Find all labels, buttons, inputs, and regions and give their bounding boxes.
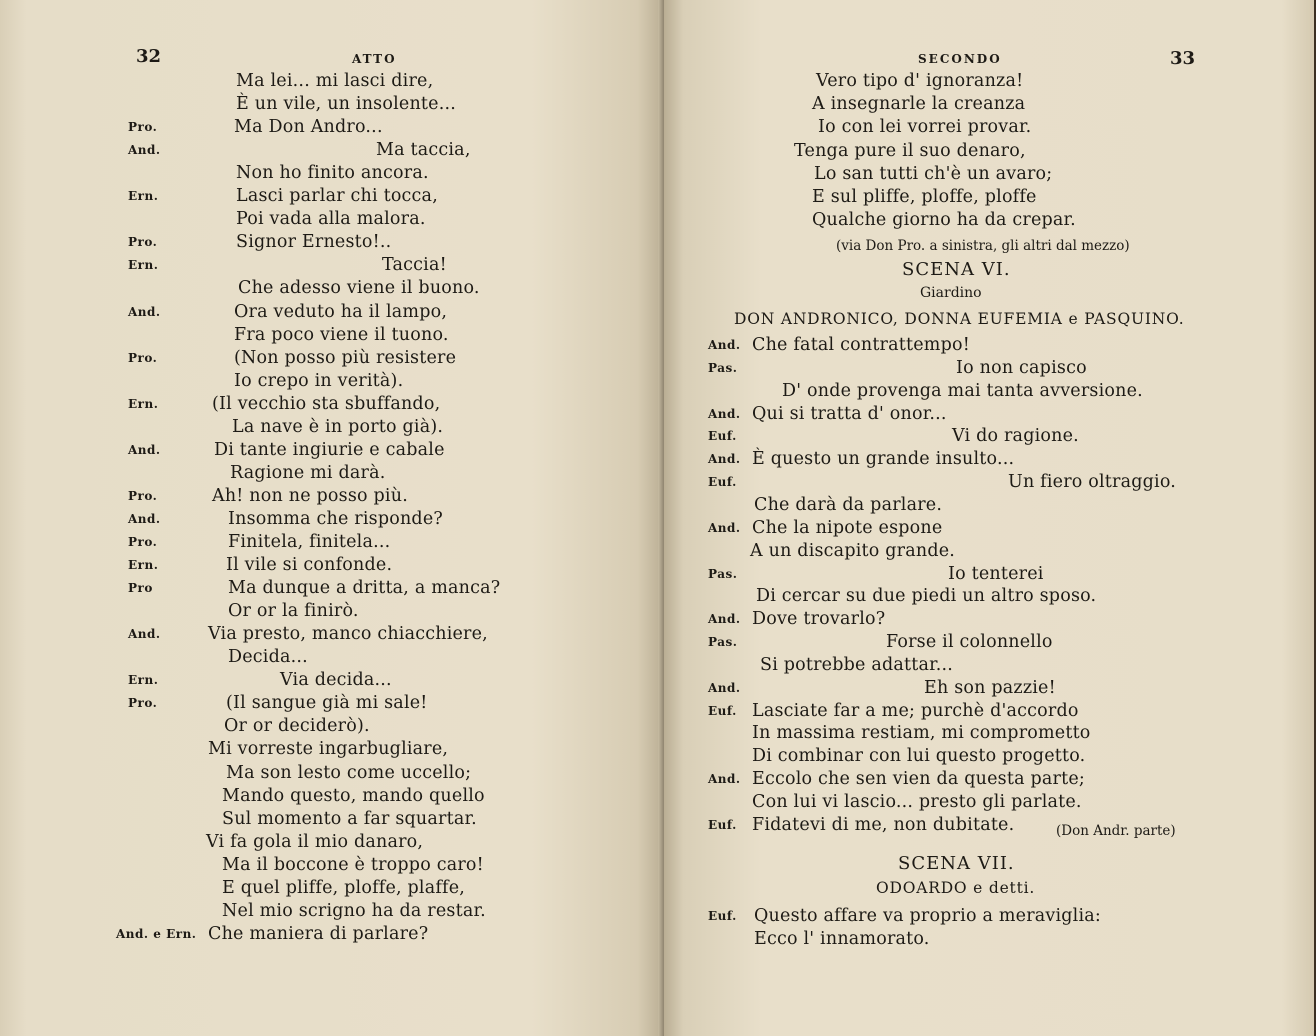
scene-location: Giardino [920, 285, 982, 301]
speaker-label: And. [708, 680, 741, 695]
speaker-label: Euf. [708, 475, 737, 490]
speaker-label: Euf. [708, 429, 737, 444]
scene-characters: DON ANDRONICO, DONNA EUFEMIA e PASQUINO. [734, 310, 1185, 328]
right-page [664, 0, 1314, 1036]
dialogue-line: Eccolo che sen vien da questa parte; [752, 769, 1085, 790]
scene-characters-7: ODOARDO e detti. [876, 879, 1036, 897]
speaker-label: And. [128, 304, 161, 319]
speaker-label: Ern. [128, 396, 159, 411]
dialogue-line: In massima restiam, mi comprometto [752, 723, 1091, 744]
dialogue-line: Che darà da parlare. [754, 494, 943, 515]
verse-line: Io con lei vorrei provar. [818, 117, 1032, 138]
speaker-label: And. [708, 772, 741, 787]
verse-line: Or or la finirò. [228, 601, 359, 622]
verse-line: Ma il boccone è troppo caro! [222, 854, 484, 875]
verse-line: Tenga pure il suo denaro, [794, 140, 1026, 161]
speaker-label: And. [708, 406, 741, 421]
dialogue-line: Eh son pazzie! [924, 677, 1056, 698]
dialogue-line: Questo affare va proprio a meraviglia: [754, 906, 1101, 926]
dialogue-line: È questo un grande insulto... [752, 449, 1015, 470]
speaker-label: And. [128, 627, 161, 642]
verse-line: Insomma che risponde? [228, 508, 443, 529]
speaker-label: And. [708, 452, 741, 467]
speaker-label: Ern. [128, 673, 159, 688]
speaker-label: And. [128, 442, 161, 457]
verse-line: Fra poco viene il tuono. [234, 324, 449, 345]
verse-line: Ma son lesto come uccello; [226, 762, 472, 783]
verse-line: Sul momento a far squartar. [222, 808, 477, 829]
verse-line: Che maniera di parlare? [208, 923, 429, 944]
speaker-label: Euf. [708, 817, 737, 832]
speaker-label: Pro. [128, 696, 158, 711]
verse-line: Ma dunque a dritta, a manca? [228, 578, 501, 599]
speaker-label: And. [708, 520, 741, 535]
dialogue-line: Qui si tratta d' onor... [752, 403, 947, 424]
dialogue-line: Si potrebbe adattar... [760, 654, 954, 675]
dialogue-line: Dove trovarlo? [752, 609, 886, 630]
stage-direction: (via Don Pro. a sinistra, gli altri dal mezzo) [836, 238, 1130, 254]
speaker-label: And. [708, 338, 741, 352]
verse-line: Vero tipo d' ignoranza! [816, 71, 1024, 91]
scene-title-7: SCENA VII. [898, 853, 1015, 874]
dialogue-line: Lasciate far a me; purchè d'accordo [752, 700, 1079, 721]
dialogue-line: Vi do ragione. [952, 426, 1079, 447]
verse-line: (Il sangue già mi sale! [226, 693, 428, 714]
running-head-left: ATTO [352, 52, 397, 66]
verse-line: Non ho finito ancora. [236, 163, 429, 184]
dialogue-line: A un discapito grande. [750, 540, 956, 561]
verse-line: Ma taccia, [376, 140, 471, 161]
running-head-right: SECONDO [918, 52, 1002, 66]
verse-line: Ora veduto ha il lampo, [234, 301, 448, 322]
verse-line: Ma Don Andro... [234, 117, 383, 138]
verse-line: Il vile si confonde. [226, 555, 393, 576]
page-number-left: 32 [136, 46, 162, 67]
verse-line: Vi fa gola il mio danaro, [206, 831, 424, 852]
speaker-label: Pro. [128, 235, 158, 250]
speaker-label: Pro. [128, 350, 158, 365]
page-number-right: 33 [1170, 48, 1196, 69]
verse-line: Or or deciderò). [224, 716, 370, 737]
dialogue-line: Forse il colonnello [886, 632, 1053, 653]
speaker-label: And. [128, 143, 161, 158]
verse-line: (Non posso più resistere [234, 347, 457, 368]
speaker-label: Pas. [708, 566, 738, 581]
dialogue-line: Che fatal contrattempo! [752, 335, 970, 355]
speaker-label: Ern. [128, 189, 159, 204]
dialogue-line: Ecco l' innamorato. [754, 929, 930, 949]
verse-line: Poi vada alla malora. [236, 209, 426, 230]
verse-line: Io crepo in verità). [234, 370, 404, 391]
speaker-label: Pro. [128, 535, 158, 549]
verse-line: (Il vecchio sta sbuffando, [212, 393, 441, 414]
verse-line: Mando questo, mando quello [222, 785, 485, 806]
verse-line: Lasci parlar chi tocca, [236, 186, 438, 207]
verse-line: La nave è in porto già). [232, 416, 444, 437]
scene-title: SCENA VI. [902, 259, 1011, 280]
speaker-label: And. e Ern. [116, 926, 197, 941]
verse-line: Mi vorreste ingarbugliare, [208, 739, 449, 760]
verse-line: È un vile, un insolente... [236, 94, 456, 115]
verse-line: Via presto, manco chiacchiere, [208, 624, 488, 645]
dialogue-line: Che la nipote espone [752, 517, 943, 538]
verse-line: Finitela, finitela... [228, 532, 391, 552]
speaker-label: And. [708, 612, 741, 627]
verse-line: Signor Ernesto!.. [236, 232, 392, 253]
speaker-label: Pro. [128, 120, 158, 135]
verse-line: Ragione mi darà. [230, 462, 386, 483]
verse-line: Ma lei... mi lasci dire, [236, 71, 434, 91]
speaker-label: Pas. [708, 360, 738, 375]
verse-line: Lo san tutti ch'è un avaro; [814, 163, 1053, 184]
dialogue-line: Di cercar su due piedi un altro sposo. [756, 586, 1097, 607]
stage-direction-exit: (Don Andr. parte) [1056, 823, 1176, 839]
speaker-label: Euf. [708, 703, 737, 718]
speaker-label: Pro. [128, 488, 158, 503]
speaker-label: Ern. [128, 558, 159, 573]
verse-line: Che adesso viene il buono. [238, 278, 480, 299]
verse-line: E quel pliffe, ploffe, plaffe, [222, 877, 466, 898]
verse-line: Ah! non ne posso più. [212, 485, 408, 506]
dialogue-line: Io non capisco [956, 357, 1087, 378]
verse-line: Nel mio scrigno ha da restar. [222, 900, 486, 921]
dialogue-line: D' onde provenga mai tanta avversione. [782, 380, 1143, 401]
dialogue-line: Di combinar con lui questo progetto. [752, 746, 1086, 767]
verse-line: Taccia! [382, 255, 447, 276]
verse-line: Di tante ingiurie e cabale [214, 439, 445, 460]
dialogue-line: Fidatevi di me, non dubitate. [752, 814, 1015, 835]
verse-line: E sul pliffe, ploffe, ploffe [812, 187, 1037, 207]
speaker-label: And. [128, 511, 161, 526]
speaker-label: Ern. [128, 258, 159, 273]
speaker-label: Euf. [708, 909, 737, 923]
speaker-label: Pas. [708, 635, 738, 650]
dialogue-line: Con lui vi lascio... presto gli parlate. [752, 792, 1082, 812]
verse-line: Via decida... [280, 670, 392, 691]
verse-line: Decida... [228, 647, 308, 668]
speaker-label: Pro [128, 581, 153, 596]
verse-line: A insegnarle la creanza [812, 94, 1026, 115]
dialogue-line: Un fiero oltraggio. [1008, 472, 1177, 493]
dialogue-line: Io tenterei [948, 563, 1044, 584]
verse-line: Qualche giorno ha da crepar. [812, 210, 1076, 231]
